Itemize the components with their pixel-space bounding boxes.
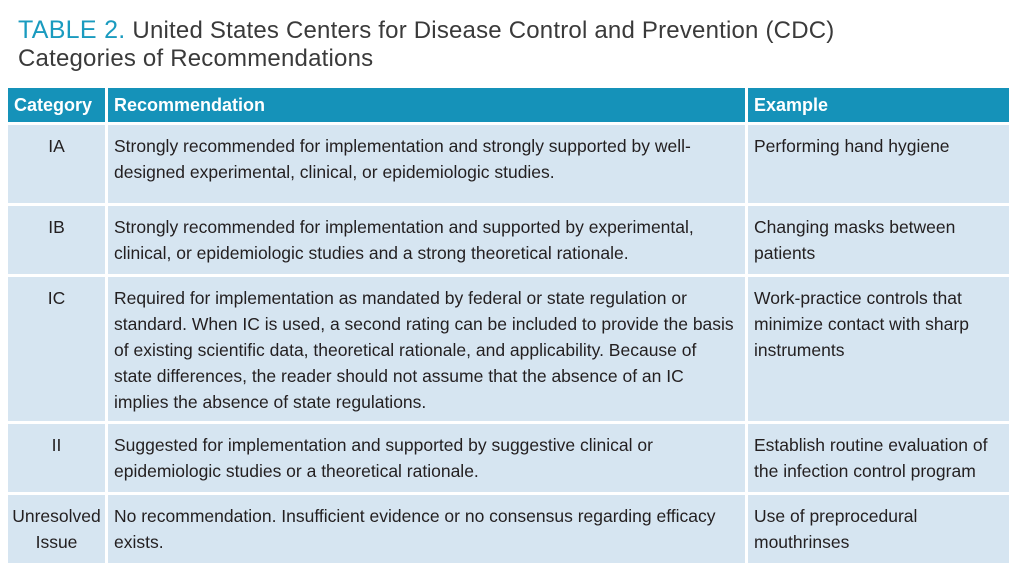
recommendation-cell: Suggested for implementation and supported by suggestive clinical or epidemiologic studies or a theoretical rationale. xyxy=(108,424,745,492)
recommendation-cell: Strongly recommended for implementation and supported by experimental, clinical, or epidemiologic studies and a strong theoretical rationale. xyxy=(108,206,745,274)
recommendation-cell: Strongly recommended for implementation and strongly supported by well-designed experimental, clinical, or epidemiologic studies. xyxy=(108,125,745,203)
column-header-category: Category xyxy=(8,88,105,122)
column-header-example: Example xyxy=(748,88,1009,122)
table-row xyxy=(8,495,1009,563)
category-cell: IA xyxy=(8,125,105,203)
table-row xyxy=(8,277,1009,421)
column-header-recommendation: Recommendation xyxy=(108,88,745,122)
example-cell: Work-practice controls that minimize contact with sharp instruments xyxy=(748,277,1009,421)
title-text: United States Centers for Disease Control and Prevention (CDC) xyxy=(132,17,835,44)
title-line-2: Categories of Recommendations xyxy=(18,45,374,72)
recommendation-cell: No recommendation. Insufficient evidence or no consensus regarding efficacy exists. xyxy=(108,495,745,563)
table-row xyxy=(8,125,1009,203)
table-row xyxy=(8,206,1009,274)
example-cell: Establish routine evaluation of the infection control program xyxy=(748,424,1009,492)
example-cell: Performing hand hygiene xyxy=(748,125,1009,203)
category-cell: Unresolved Issue xyxy=(8,495,105,563)
category-cell: II xyxy=(8,424,105,492)
table-row xyxy=(8,424,1009,492)
recommendation-cell: Required for implementation as mandated by federal or state regulation or standard. When IC is used, a second rating can be included to provide the basis of existing scientific data, theoretical rationale, and applicability. Because of state differences, the reader should not assume that the absence of an IC implies the absence of state regulations. xyxy=(108,277,745,421)
title-line-1 xyxy=(18,16,1008,45)
recommendations-table xyxy=(5,85,1012,566)
category-cell: IC xyxy=(8,277,105,421)
table-title xyxy=(18,16,1008,73)
category-cell: IB xyxy=(8,206,105,274)
example-cell: Changing masks between patients xyxy=(748,206,1009,274)
recommendations-table-container xyxy=(8,88,1009,566)
table-header-row xyxy=(8,88,1009,122)
example-cell: Use of preprocedural mouthrinses xyxy=(748,495,1009,563)
table-number-label: TABLE 2. xyxy=(18,16,126,44)
